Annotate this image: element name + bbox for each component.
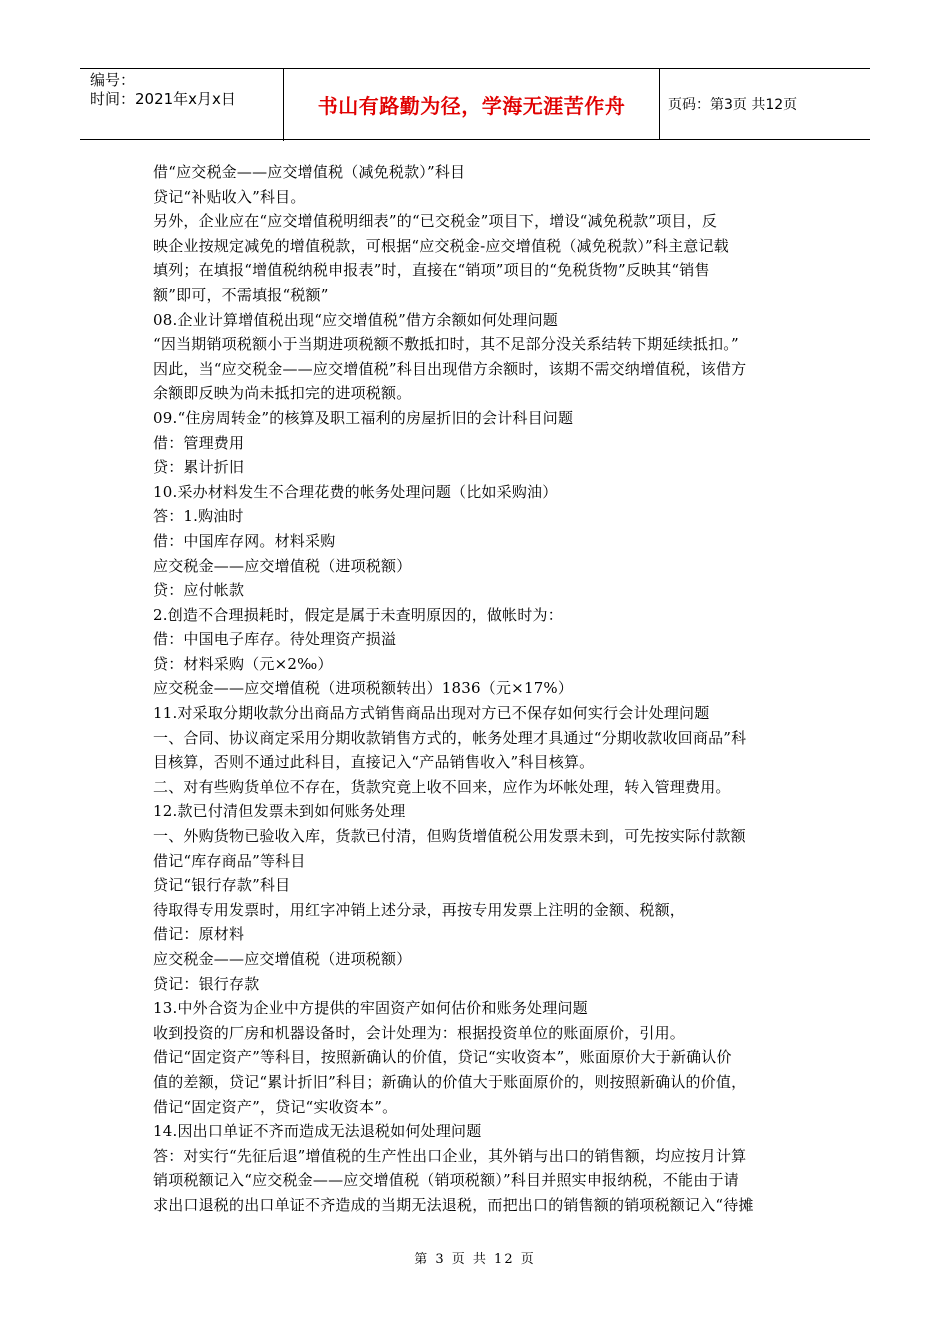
text-line: 08.企业计算增值税出现“应交增值税”借方余额如何处理问题: [153, 310, 558, 329]
text-line: 借记“固定资产”等科目，按照新确认的价值，贷记“实收资本”，账面原价大于新确认价: [153, 1048, 732, 1067]
text-line: 贷记“银行存款”科目: [153, 876, 291, 895]
header-page-info: 页码：第3页 共12页: [668, 97, 798, 113]
text-line: 借：中国电子库存。待处理资产损溢: [153, 630, 397, 649]
text-line: 贷：应付帐款: [153, 581, 245, 600]
text-line: 应交税金——应交增值税（进项税额）: [153, 556, 412, 575]
text-line: 借：管理费用: [153, 433, 245, 452]
document-body: [153, 160, 828, 1218]
text-line: 应交税金——应交增值税（进项税额转出）1836（元×17%）: [153, 679, 574, 698]
text-line: 求出口退税的出口单证不齐造成的当期无法退税，而把出口的销售额的销项税额记入“待摊: [153, 1195, 754, 1214]
page-header: [80, 68, 870, 140]
text-line: 收到投资的厂房和机器设备时，会计处理为：根据投资单位的账面原价，引用。: [153, 1023, 686, 1042]
text-line: 待取得专用发票时，用红字冲销上述分录，再按专用发票上注明的金额、税额，: [153, 900, 686, 919]
text-line: 贷记“补贴收入”科目。: [153, 187, 306, 206]
text-line: 余额即反映为尚未抵扣完的进项税额。: [153, 384, 412, 403]
text-line: 二、对有些购货单位不存在，货款究竟上收不回来，应作为坏帐处理，转入管理费用。: [153, 777, 731, 796]
text-line: 答：对实行“先征后退”增值税的生产性出口企业，其外销与出口的销售额，均应按月计算: [153, 1146, 747, 1165]
page-footer: 第 3 页 共 12 页: [414, 1252, 536, 1267]
text-line: 一、外购货物已验收入库，货款已付清，但购货增值税公用发票未到，可先按实际付款额: [153, 827, 746, 846]
code-label: 编号：: [90, 71, 136, 89]
header-motto: 书山有路勤为径，学海无涯苦作舟: [284, 69, 660, 139]
text-line: 14.因出口单证不齐而造成无法退税如何处理问题: [153, 1122, 482, 1141]
text-line: 映企业按规定减免的增值税款，可根据“应交税金-应交增值税（减免税款）”科主意记载: [153, 236, 729, 255]
text-line: 填列；在填报“增值税纳税申报表”时，直接在“销项”项目的“免税货物”反映其“销售: [153, 261, 710, 280]
text-line: 答：1.购油时: [153, 507, 244, 526]
text-line: “因当期销项税额小于当期进项税额不敷抵扣时，其不足部分没关系结转下期延续抵扣。”: [153, 335, 739, 354]
text-line: 一、合同、协议商定采用分期收款销售方式的，帐务处理才具通过“分期收款收回商品”科: [153, 728, 747, 747]
text-line: 借：中国库存网。材料采购: [153, 531, 336, 550]
header-meta: [80, 69, 284, 141]
text-line: 11.对采取分期收款分出商品方式销售商品出现对方已不保存如何实行会计处理问题: [153, 704, 710, 723]
text-line: 借记“固定资产”，贷记“实收资本”。: [153, 1097, 398, 1116]
text-line: 贷：累计折旧: [153, 458, 245, 477]
text-line: 销项税额记入“应交税金——应交增值税（销项税额）”科目并照实申报纳税，不能由于请: [153, 1171, 739, 1190]
text-line: 应交税金——应交增值税（进项税额）: [153, 950, 412, 968]
text-line: 13.中外合资为企业中方提供的牢固资产如何估价和账务处理问题: [153, 999, 588, 1018]
text-line: 值的差额，贷记“累计折旧”科目；新确认的价值大于账面原价的，则按照新确认的价值，: [153, 1072, 747, 1091]
text-line: 借“应交税金——应交增值税（减免税款）”科目: [153, 163, 466, 181]
text-line: 额”即可，不需填报“税额”: [153, 285, 329, 304]
text-line: 09.“住房周转金”的核算及职工福利的房屋折旧的会计科目问题: [153, 408, 574, 427]
text-line: 借记“库存商品”等科目: [153, 851, 306, 870]
text-line: 借记：原材料: [153, 925, 245, 944]
text-line: 贷：材料采购（元×2‰）: [153, 654, 333, 673]
time-label: 时间：2021年x月x日: [90, 90, 236, 108]
text-line: 目核算，否则不通过此科目，直接记入“产品销售收入”科目核算。: [153, 753, 595, 772]
text-line: 2.创造不合理损耗时，假定是属于未查明原因的，做帐时为：: [153, 605, 563, 624]
text-line: 另外，企业应在“应交增值税明细表”的“已交税金”项目下，增设“减免税款”项目，反: [153, 212, 718, 231]
text-line: 贷记：银行存款: [153, 974, 260, 993]
text-line: 因此，当“应交税金——应交增值税”科目出现借方余额时，该期不需交纳增值税，该借方: [153, 359, 747, 378]
text-line: 10.采办材料发生不合理花费的帐务处理问题（比如采购油）: [153, 482, 558, 501]
text-line: 12.款已付清但发票未到如何账务处理: [153, 802, 406, 821]
